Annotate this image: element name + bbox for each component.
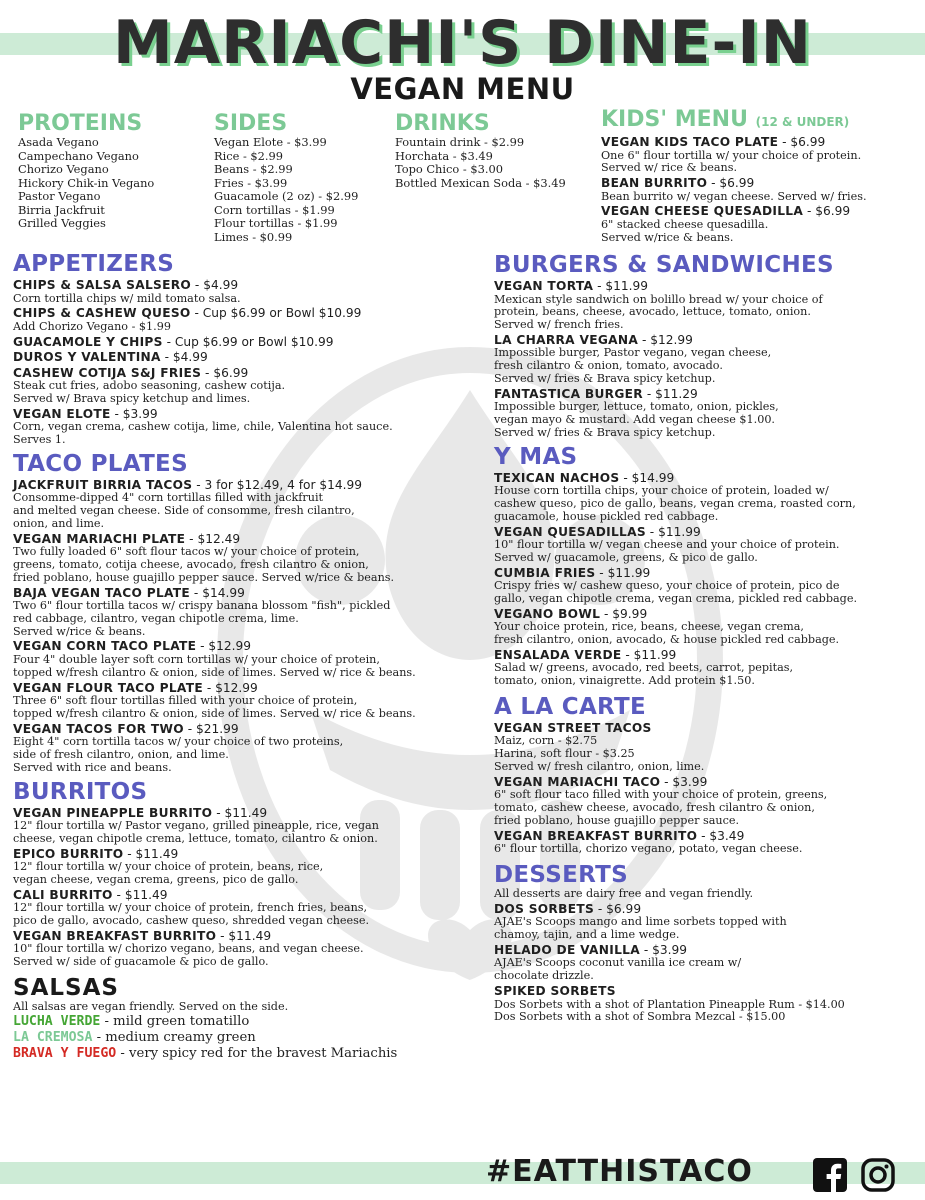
menu-item-description: red cabbage, cilantro, vegan chipotle crema, lime. xyxy=(13,611,299,625)
menu-item-description: 10" flour tortilla w/ chorizo vegano, beans, and vegan cheese. xyxy=(13,942,364,956)
menu-item-name: EPICO BURRITO xyxy=(13,846,124,861)
list-item: Pastor Vegano xyxy=(18,189,101,203)
menu-item-description: tomato, onion, vinaigrette. Add protein $1.50. xyxy=(494,674,755,688)
desserts-list xyxy=(494,903,919,1024)
menu-item-title xyxy=(494,776,919,790)
menu-item-title xyxy=(13,848,478,862)
menu-item-title xyxy=(13,682,478,696)
left-column xyxy=(13,251,478,1062)
menu-item-description: vegan cheese, vegan crema, greens, pico de gallo. xyxy=(13,872,299,886)
menu-item-price: - $11.49 xyxy=(123,846,179,861)
menu-item-name: VEGAN PINEAPPLE BURRITO xyxy=(13,805,213,820)
kids-list xyxy=(601,136,867,244)
menu-item-price: - $11.49 xyxy=(216,928,272,943)
menu-item-price: - $6.99 xyxy=(803,204,851,219)
salsa-name: LA CREMOSA xyxy=(13,1029,93,1045)
menu-item-description: Served w/ side of guacamole & pico de gallo. xyxy=(13,955,269,969)
menu-item-description: fresh cilantro, onion, avocado, & house pickled red cabbage. xyxy=(494,633,840,647)
menu-item-price: - $6.99 xyxy=(201,365,249,380)
menu-item-description: Salad w/ greens, avocado, red beets, carrot, pepitas, xyxy=(494,661,794,675)
salsas-list xyxy=(13,1014,478,1062)
menu-item-title xyxy=(494,830,919,844)
a-la-carte-list xyxy=(494,722,919,856)
list-item: Horchata - $3.49 xyxy=(395,148,493,163)
menu-item-description: AJAE's Scoops coconut vanilla ice cream w/ xyxy=(494,956,742,970)
menu-item-title xyxy=(494,472,919,486)
menu-item-description: Served w/rice & beans. xyxy=(13,624,146,638)
menu-item-description: 12" flour tortilla w/ your choice of protein, french fries, beans, xyxy=(13,901,368,915)
menu-item-description: Eight 4" corn tortilla tacos w/ your choice of two proteins, xyxy=(13,735,344,749)
menu-item-description: Steak cut fries, adobo seasoning, cashew cotija. xyxy=(13,379,286,393)
menu-item-description: Served w/ fries & Brava spicy ketchup. xyxy=(494,371,716,385)
menu-item-price: - Cup $6.99 or Bowl $10.99 xyxy=(162,334,334,349)
menu-item-description: Served w/rice & beans. xyxy=(601,230,734,244)
menu-item-description: cheese, vegan chipotle crema, lettuce, tomato, cilantro & onion. xyxy=(13,831,378,845)
menu-item-title xyxy=(13,279,478,293)
menu-item-description: Served w/ rice & beans. xyxy=(601,161,738,175)
menu-item-description: Served w/ guacamole, greens, & pico de gallo. xyxy=(494,550,758,564)
list-item: Beans - $2.99 xyxy=(214,162,293,176)
menu-item-name: VEGAN TACOS FOR TWO xyxy=(13,721,184,736)
menu-item-description: 6" stacked cheese quesadilla. xyxy=(601,217,769,231)
menu-item xyxy=(494,649,919,688)
menu-item-title xyxy=(601,177,867,191)
menu-item-description: side of fresh cilantro, onion, and lime. xyxy=(13,747,229,761)
salsa-item xyxy=(13,1046,478,1062)
list-item: Limes - $0.99 xyxy=(214,229,293,244)
menu-item-name: LA CHARRA VEGANA xyxy=(494,332,639,347)
burgers-list xyxy=(494,280,919,440)
menu-item-name: ENSALADA VERDE xyxy=(494,647,622,662)
menu-item-description: chocolate drizzle. xyxy=(494,969,594,983)
menu-item-title xyxy=(13,930,478,944)
list-item: Corn tortillas - $1.99 xyxy=(214,202,335,217)
proteins-section xyxy=(18,112,154,231)
salsas-intro: All salsas are vegan friendly. Served on the side. xyxy=(13,999,289,1013)
menu-item xyxy=(13,336,478,350)
menu-item-name: VEGAN STREET TACOS xyxy=(494,720,652,735)
menu-item-price: - $4.99 xyxy=(191,278,239,292)
menu-item xyxy=(494,944,919,983)
proteins-heading: PROTEINS xyxy=(18,111,143,136)
menu-item-price: - $3.49 xyxy=(697,828,745,843)
menu-item-price: - $11.99 xyxy=(621,647,677,662)
menu-item xyxy=(13,351,478,365)
menu-item-name: FANTASTICA BURGER xyxy=(494,386,643,401)
menu-item-description: Crispy fries w/ cashew queso, your choice of protein, pico de xyxy=(494,579,840,593)
menu-item-price: - $11.99 xyxy=(595,565,651,580)
menu-item-title xyxy=(13,351,478,365)
menu-item-name: VEGAN KIDS TACO PLATE xyxy=(601,135,779,149)
menu-item-name: CUMBIA FRIES xyxy=(494,565,596,580)
menu-item-description: Corn, vegan crema, cashew cotija, lime, chile, Valentina hot sauce. xyxy=(13,420,393,434)
menu-item xyxy=(494,388,919,440)
menu-item-description: 10" flour tortilla w/ vegan cheese and your choice of protein. xyxy=(494,538,840,552)
salsa-description: - medium creamy green xyxy=(92,1029,256,1045)
menu-item-price: - $11.29 xyxy=(643,386,698,401)
menu-item xyxy=(494,776,919,828)
list-item: Fries - $3.99 xyxy=(214,175,288,190)
menu-item-title xyxy=(13,479,478,493)
menu-item-description: Three 6" soft flour tortillas filled with your choice of protein, xyxy=(13,694,358,708)
menu-item-description: Mexican style sandwich on bolillo bread w/ your choice of xyxy=(494,292,823,306)
menu-item-title xyxy=(494,567,919,581)
menu-item-price: - $14.99 xyxy=(190,585,245,600)
menu-item-description: cashew queso, pico de gallo, beans, vegan crema, roasted corn, xyxy=(494,496,856,510)
menu-item-price: - $12.99 xyxy=(202,680,258,695)
menu-item-name: CHIPS & CASHEW QUESO xyxy=(13,306,191,321)
salsa-name: BRAVA Y FUEGO xyxy=(13,1045,117,1061)
menu-item xyxy=(13,682,478,721)
burgers-heading: BURGERS & SANDWICHES xyxy=(494,252,834,278)
menu-item xyxy=(13,807,478,846)
menu-item-description: fresh cilantro & onion, tomato, avocado. xyxy=(494,359,723,373)
menu-item-description: Four 4" double layer soft corn tortillas w/ your choice of protein, xyxy=(13,652,380,666)
drinks-list xyxy=(395,136,566,190)
menu-item xyxy=(494,280,919,332)
menu-item-description: Served w/ french fries. xyxy=(494,318,624,332)
menu-item-title xyxy=(494,722,919,736)
menu-item-description: AJAE's Scoops mango and lime sorbets topped with xyxy=(494,915,787,929)
menu-item-title xyxy=(494,526,919,540)
menu-item-description: fried poblano, house guajillo pepper sauce. Served w/rice & beans. xyxy=(13,570,395,584)
menu-item-title xyxy=(13,307,478,321)
menu-item-description: vegan mayo & mustard. Add vegan cheese $1.00. xyxy=(494,413,775,427)
menu-item-description: pico de gallo, avocado, cashew queso, shredded vegan cheese. xyxy=(13,914,370,928)
menu-item-price: - $3.99 xyxy=(660,774,708,789)
a-la-carte-heading: A LA CARTE xyxy=(494,693,647,720)
menu-item-price: - $4.99 xyxy=(160,350,208,365)
menu-item-description: One 6" flour tortilla w/ your choice of protein. xyxy=(601,148,862,162)
menu-item-title xyxy=(13,807,478,821)
menu-item-title xyxy=(494,280,919,294)
menu-item-name: VEGAN FLOUR TACO PLATE xyxy=(13,680,203,695)
list-item: Bottled Mexican Soda - $3.49 xyxy=(395,175,566,190)
menu-item-name: VEGAN CORN TACO PLATE xyxy=(13,639,197,654)
menu-subtitle: VEGAN MENU xyxy=(350,72,575,106)
salsas-heading: SALSAS xyxy=(13,974,119,1001)
menu-item-title xyxy=(13,336,478,350)
drinks-section xyxy=(395,112,566,190)
menu-item-title xyxy=(601,205,867,219)
menu-item-title xyxy=(13,587,478,601)
menu-item-title xyxy=(13,640,478,654)
menu-item-description: Two fully loaded 6" soft flour tacos w/ your choice of protein, xyxy=(13,545,360,559)
kids-section xyxy=(601,108,867,244)
taco-plates-list xyxy=(13,479,478,775)
menu-item-name: VEGAN MARIACHI TACO xyxy=(494,774,661,789)
menu-item xyxy=(13,723,478,775)
menu-item xyxy=(13,889,478,928)
menu-item-description: Served w/ fresh cilantro, onion, lime. xyxy=(494,760,705,774)
menu-item-price: - $11.49 xyxy=(212,805,268,820)
list-item: Fountain drink - $2.99 xyxy=(395,135,525,149)
appetizers-heading: APPETIZERS xyxy=(13,251,175,277)
menu-item-name: VEGANO BOWL xyxy=(494,606,601,621)
kids-heading xyxy=(601,108,867,134)
menu-item xyxy=(494,830,919,856)
menu-item-description: Consomme-dipped 4" corn tortillas filled with jackfruit xyxy=(13,491,324,505)
menu-item-name: HELADO DE VANILLA xyxy=(494,942,640,957)
menu-item-title xyxy=(13,723,478,737)
salsa-item xyxy=(13,1014,478,1030)
y-mas-heading: Y MAS xyxy=(494,443,578,470)
appetizers-list xyxy=(13,279,478,447)
menu-item-title xyxy=(494,649,919,663)
menu-item-description: onion, and lime. xyxy=(13,516,105,530)
taco-plates-heading: TACO PLATES xyxy=(13,450,188,477)
menu-item-price: - $11.99 xyxy=(593,279,649,293)
menu-item-description: protein, beans, cheese, avocado, lettuce, tomato, onion. xyxy=(494,305,811,319)
menu-item-description: 12" flour tortilla w/ Pastor vegano, grilled pineapple, rice, vegan xyxy=(13,819,379,833)
menu-item-description: greens, tomato, cotija cheese, avocado, fresh cilantro & onion, xyxy=(13,557,369,571)
menu-item xyxy=(13,930,478,969)
menu-item-title xyxy=(13,408,478,422)
menu-item xyxy=(494,608,919,647)
list-item: Hickory Chik-in Vegano xyxy=(18,175,155,190)
menu-item-description: Impossible burger, Pastor vegano, vegan cheese, xyxy=(494,346,772,360)
burritos-heading: BURRITOS xyxy=(13,778,148,805)
menu-item-name: DUROS Y VALENTINA xyxy=(13,350,161,365)
menu-item xyxy=(601,136,867,175)
menu-item-description: Dos Sorbets with a shot of Plantation Pineapple Rum - $14.00 xyxy=(494,997,845,1011)
restaurant-title: MARIACHI'S DINE-IN xyxy=(113,8,812,78)
drinks-heading: DRINKS xyxy=(395,111,490,136)
menu-item-description: Served with rice and beans. xyxy=(13,760,172,774)
sides-heading: SIDES xyxy=(214,111,288,136)
menu-item xyxy=(13,479,478,531)
salsa-description: - mild green tomatillo xyxy=(100,1013,250,1029)
menu-item-description: Harina, soft flour - $3.25 xyxy=(494,747,635,761)
salsa-item xyxy=(13,1030,478,1046)
list-item: Vegan Elote - $3.99 xyxy=(214,135,327,149)
menu-item-price: - $3.99 xyxy=(639,942,688,957)
menu-item-description: guacamole, house pickled red cabbage. xyxy=(494,509,719,523)
salsa-description: - very spicy red for the bravest Mariachis xyxy=(116,1045,398,1061)
menu-item-price: - $6.99 xyxy=(778,135,826,149)
list-item: Guacamole (2 oz) - $2.99 xyxy=(214,189,359,203)
hashtag: #EATTHISTACO xyxy=(486,1154,753,1189)
menu-item xyxy=(13,848,478,887)
menu-item-description: 6" flour tortilla, chorizo vegano, potato, vegan cheese. xyxy=(494,842,803,856)
menu-item-name: TEXICAN NACHOS xyxy=(494,470,620,485)
menu-item-price: - $6.99 xyxy=(707,176,755,191)
desserts-heading: DESSERTS xyxy=(494,862,628,889)
menu-item xyxy=(494,985,919,1024)
menu-item-description: Corn tortilla chips w/ mild tomato salsa. xyxy=(13,291,241,305)
menu-item-description: chamoy, tajin, and a lime wedge. xyxy=(494,928,680,942)
list-item: Topo Chico - $3.00 xyxy=(395,162,503,176)
menu-item-name: CALI BURRITO xyxy=(13,887,113,902)
menu-item-description: 12" flour tortilla w/ your choice of protein, beans, rice, xyxy=(13,860,324,874)
menu-item-title xyxy=(494,985,919,999)
menu-item xyxy=(494,722,919,774)
instagram-icon[interactable] xyxy=(861,1158,895,1192)
facebook-icon[interactable] xyxy=(813,1158,847,1192)
menu-item xyxy=(494,472,919,524)
menu-item-description: House corn tortilla chips, your choice of protein, loaded w/ xyxy=(494,484,829,498)
menu-item-price: - Cup $6.99 or Bowl $10.99 xyxy=(190,306,362,321)
menu-item-name: VEGAN BREAKFAST BURRITO xyxy=(494,828,698,843)
menu-item-name: BEAN BURRITO xyxy=(601,176,708,191)
menu-item xyxy=(13,533,478,585)
menu-item-name: VEGAN ELOTE xyxy=(13,406,111,421)
menu-item-description: Served w/ fries & Brava spicy ketchup. xyxy=(494,425,716,439)
menu-item xyxy=(601,205,867,244)
menu-item xyxy=(494,334,919,386)
menu-item-description: Dos Sorbets with a shot of Sombra Mezcal - $15.00 xyxy=(494,1010,786,1024)
menu-item-price: - $9.99 xyxy=(600,606,648,621)
menu-item xyxy=(13,587,478,639)
menu-item-price: - $11.99 xyxy=(645,524,701,539)
sides-section xyxy=(214,112,358,244)
menu-item-name: CHIPS & SALSA SALSERO xyxy=(13,278,192,292)
salsa-name: LUCHA VERDE xyxy=(13,1013,101,1029)
menu-item-name: VEGAN QUESADILLAS xyxy=(494,524,646,539)
menu-item-title xyxy=(494,334,919,348)
sides-list xyxy=(214,136,358,244)
menu-item-description: topped w/fresh cilantro & onion, side of limes. Served w/ rice & beans. xyxy=(13,706,416,720)
menu-item-name: DOS SORBETS xyxy=(494,901,595,916)
menu-item xyxy=(494,526,919,565)
burritos-list xyxy=(13,807,478,969)
menu-item-name: BAJA VEGAN TACO PLATE xyxy=(13,585,191,600)
menu-item xyxy=(13,408,478,447)
menu-item-description: Your choice protein, rice, beans, cheese, vegan crema, xyxy=(494,620,804,634)
list-item: Asada Vegano xyxy=(18,135,99,149)
right-column xyxy=(494,252,919,1024)
menu-item-description: 6" soft flour taco filled with your choice of protein, greens, xyxy=(494,788,828,802)
menu-item-description: topped w/fresh cilantro & onion, side of limes. Served w/ rice & beans. xyxy=(13,665,416,679)
menu-item-description: Impossible burger, lettuce, tomato, onion, pickles, xyxy=(494,400,779,414)
menu-item-title xyxy=(13,533,478,547)
desserts-intro: All desserts are dairy free and vegan friendly. xyxy=(494,887,754,901)
menu-item-name: JACKFRUIT BIRRIA TACOS xyxy=(13,477,193,492)
menu-item xyxy=(13,367,478,406)
menu-item-title xyxy=(494,944,919,958)
menu-item-price: - $6.99 xyxy=(594,901,642,916)
menu-item-name: VEGAN BREAKFAST BURRITO xyxy=(13,928,217,943)
y-mas-list xyxy=(494,472,919,688)
list-item: Birria Jackfruit xyxy=(18,202,105,217)
menu-item-description: fried poblano, house guajillo pepper sauce. xyxy=(494,813,740,827)
menu-item-price: - $12.99 xyxy=(638,332,693,347)
menu-item-price: - $3.99 xyxy=(110,406,158,421)
menu-item-description: tomato, cashew cheese, avocado, fresh cilantro & onion, xyxy=(494,801,815,815)
menu-item xyxy=(494,903,919,942)
menu-item-price: - $21.99 xyxy=(183,721,239,736)
menu-item-title xyxy=(494,388,919,402)
list-item: Chorizo Vegano xyxy=(18,162,109,176)
menu-item-description: Maiz, corn - $2.75 xyxy=(494,734,598,748)
menu-item-name: VEGAN MARIACHI PLATE xyxy=(13,531,186,546)
kids-heading-text: KIDS' MENU xyxy=(601,107,748,132)
kids-age-note: (12 & UNDER) xyxy=(755,115,850,129)
list-item: Grilled Veggies xyxy=(18,216,106,230)
menu-item-name: SPIKED SORBETS xyxy=(494,984,616,998)
menu-item-name: VEGAN TORTA xyxy=(494,279,594,293)
menu-item xyxy=(601,177,867,203)
menu-item-price: - 3 for $12.49, 4 for $14.99 xyxy=(192,477,363,492)
menu-item-description: Add Chorizo Vegano - $1.99 xyxy=(13,319,171,333)
menu-item xyxy=(13,640,478,679)
list-item: Campechano Vegano xyxy=(18,148,139,163)
menu-item-title xyxy=(601,136,867,150)
bottom-stripe xyxy=(0,1162,925,1184)
menu-item-description: Bean burrito w/ vegan cheese. Served w/ fries. xyxy=(601,189,867,203)
menu-item-price: - $12.49 xyxy=(185,531,241,546)
menu-item-description: gallo, vegan chipotle crema, vegan crema, pickled red cabbage. xyxy=(494,591,858,605)
menu-item-price: - $11.49 xyxy=(112,887,168,902)
menu-item xyxy=(13,307,478,333)
menu-item-description: Two 6" flour tortilla tacos w/ crispy banana blossom "fish", pickled xyxy=(13,599,391,613)
menu-item-description: Serves 1. xyxy=(13,432,66,446)
menu-item-title xyxy=(494,903,919,917)
menu-item-price: - $12.99 xyxy=(196,639,252,654)
menu-item xyxy=(13,279,478,305)
list-item: Rice - $2.99 xyxy=(214,148,284,163)
menu-item-name: VEGAN CHEESE QUESADILLA xyxy=(601,204,804,219)
menu-item-description: and melted vegan cheese. Side of consomme, fresh cilantro, xyxy=(13,504,355,518)
menu-item-title xyxy=(494,608,919,622)
menu-item-description: Served w/ Brava spicy ketchup and limes. xyxy=(13,391,251,405)
proteins-list xyxy=(18,136,154,231)
menu-item-name: GUACAMOLE Y CHIPS xyxy=(13,334,163,349)
menu-item-name: CASHEW COTIJA S&J FRIES xyxy=(13,365,202,380)
list-item: Flour tortillas - $1.99 xyxy=(214,216,338,230)
menu-item-title xyxy=(13,889,478,903)
menu-item-price: - $14.99 xyxy=(619,470,675,485)
menu-item xyxy=(494,567,919,606)
menu-item-title xyxy=(13,367,478,381)
